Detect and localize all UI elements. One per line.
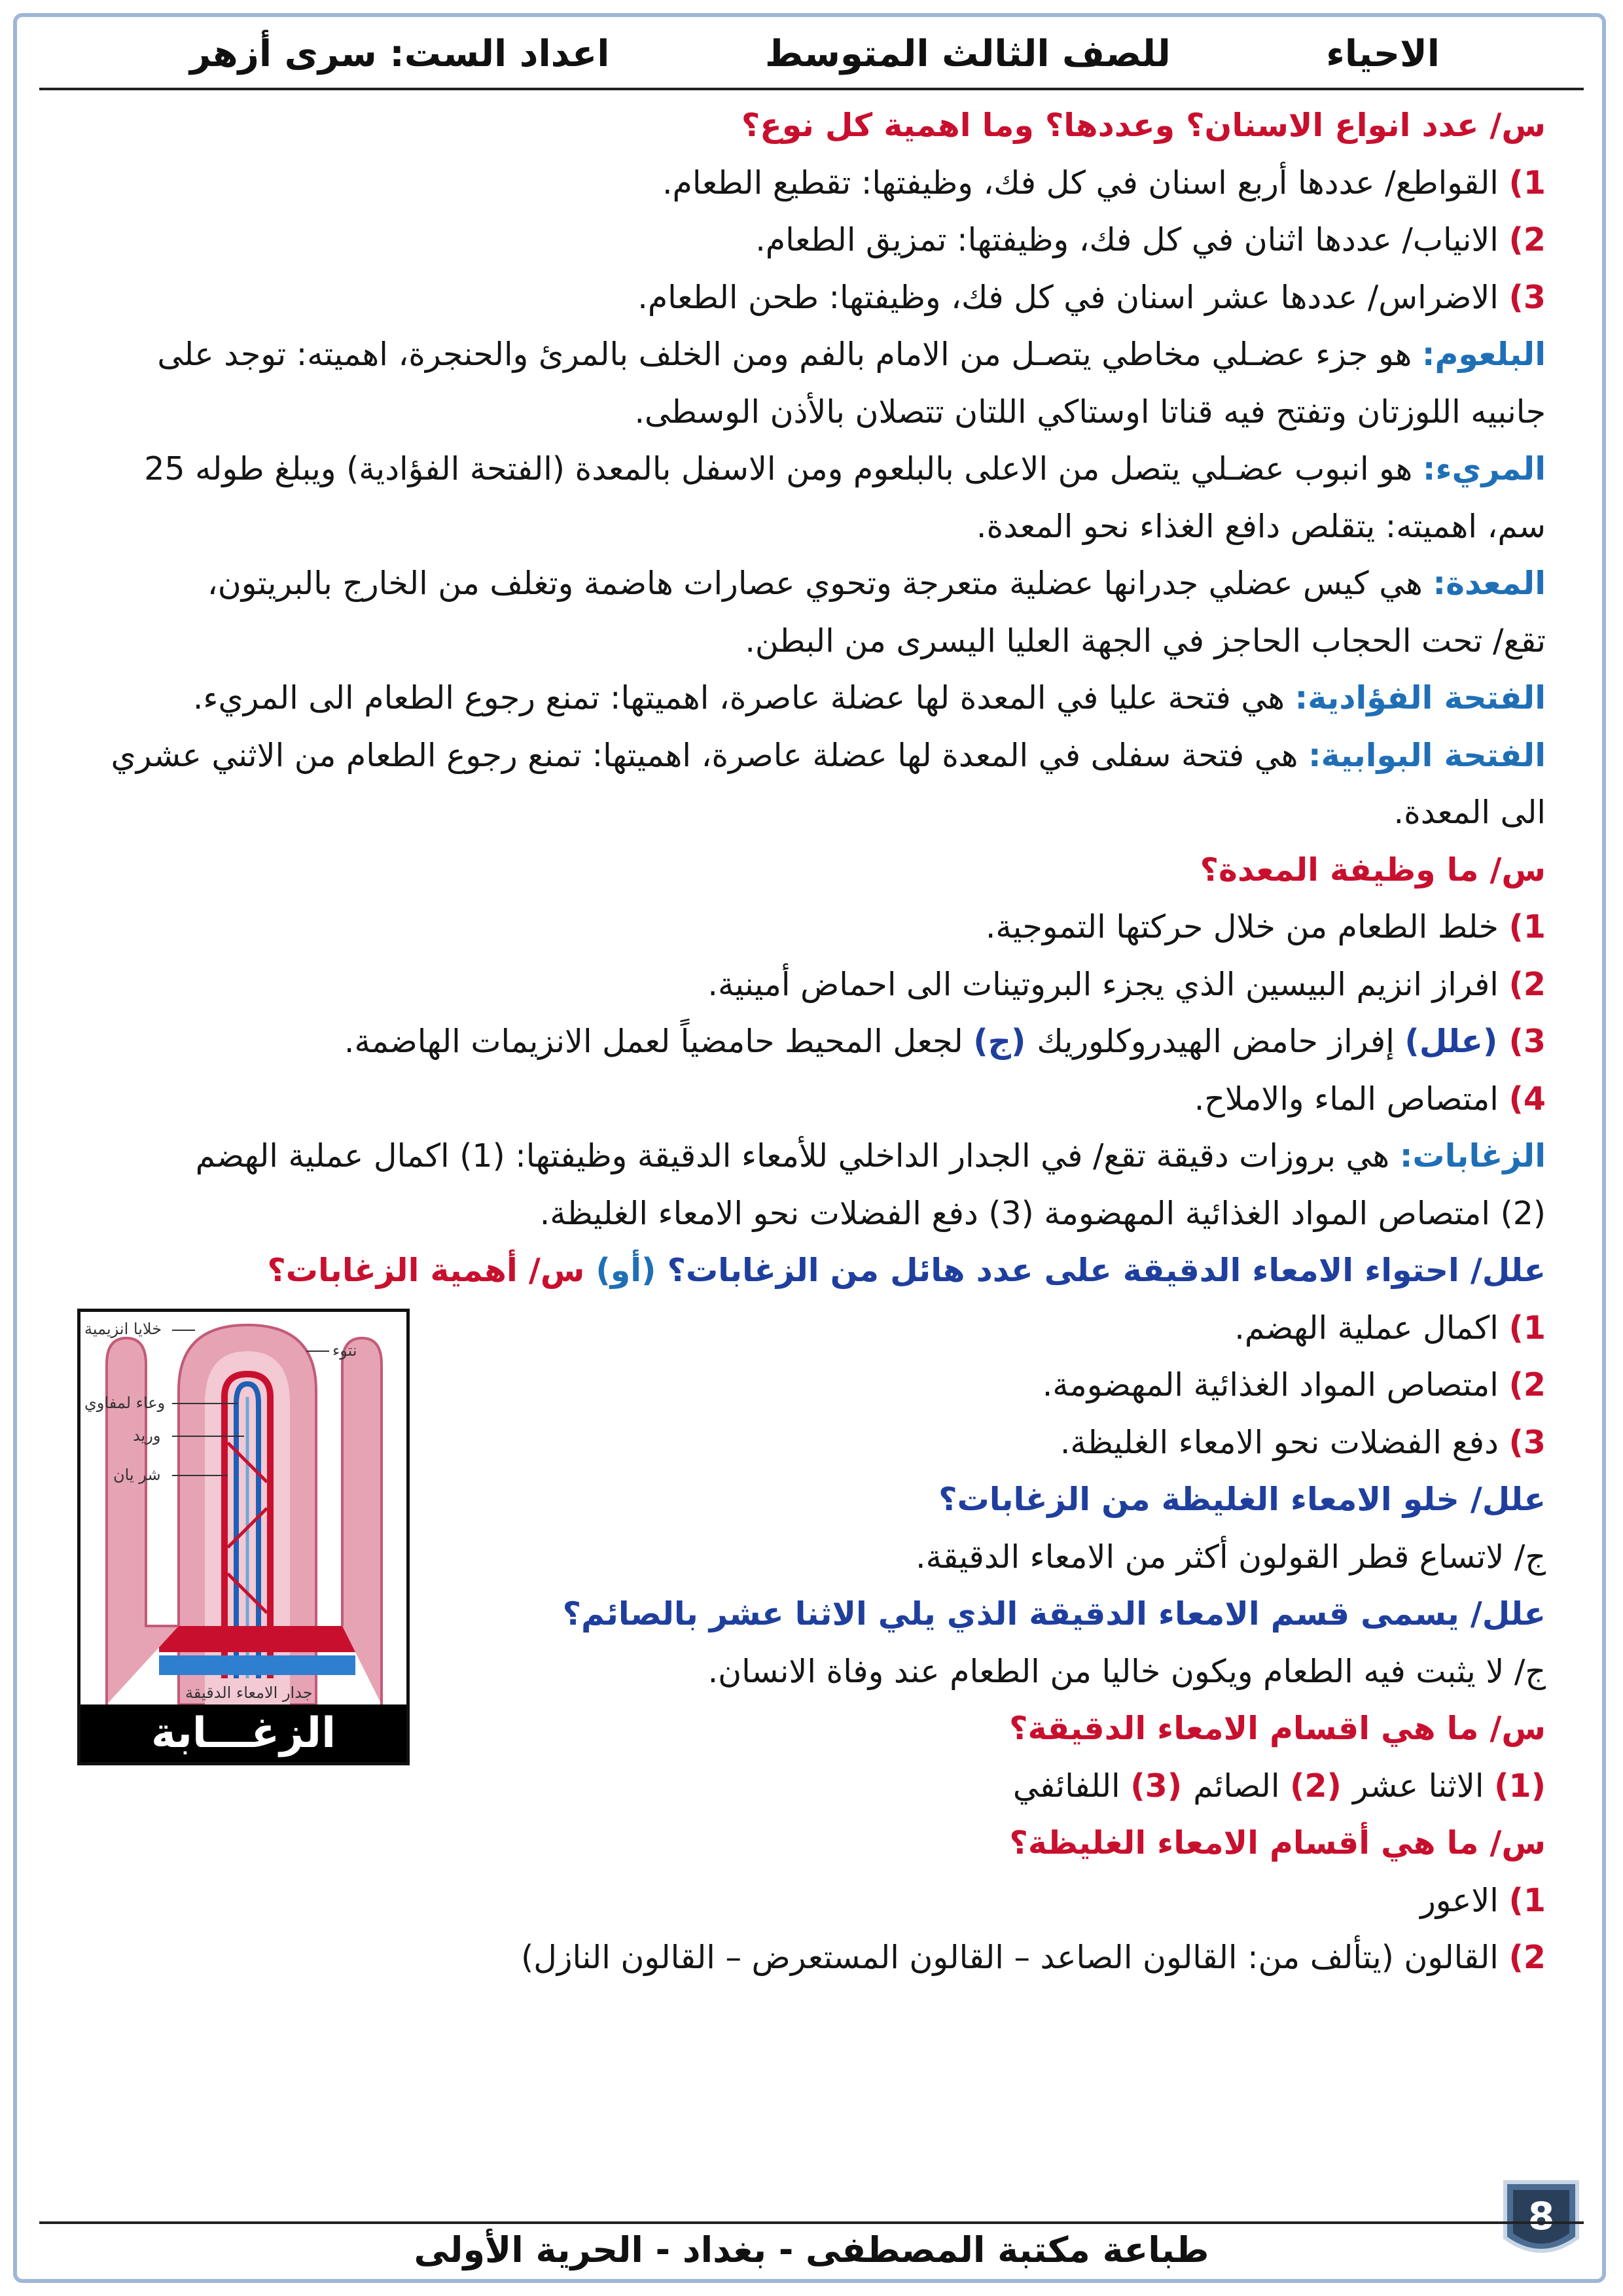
text-line: 4) امتصاص الماء والاملاح. [1194, 1080, 1546, 1118]
text-line: 1) القواطع/ عددها أربع اسنان في كل فك، وظيفتها: تقطيع الطعام. [662, 164, 1546, 202]
text-line: المريء: هو انبوب عضـلي يتصل من الاعلى بالبلعوم ومن الاسفل بالمعدة (الفتحة الفؤادية) ويبلغ طوله 25 [144, 450, 1546, 487]
header-author: اعداد الست: سرى أزهر [190, 32, 610, 75]
text-line: علل/ يسمى قسم الامعاء الدقيقة الذي يلي الاثنا عشر بالصائم؟ [562, 1595, 1546, 1633]
text-line: سم، اهميته: يتقلص دافع الغذاء نحو المعدة. [976, 507, 1546, 545]
label-goblet-cells: خلايا انزيمية [84, 1320, 162, 1338]
text-line: س/ ما هي أقسام الامعاء الغليظة؟ [1009, 1824, 1546, 1862]
text-line: البلعوم: هو جزء عضـلي مخاطي يتصـل من الامام بالفم ومن الخلف بالمرئ والحنجرة، اهميته: توجد على [157, 336, 1546, 373]
text-line: علل/ احتواء الامعاء الدقيقة على عدد هائل من الزغابات؟ (أو) س/ أهمية الزغابات؟ [267, 1252, 1546, 1289]
villus-figure [77, 1309, 410, 1765]
page-footer [39, 2221, 1584, 2276]
text-line: (2) امتصاص المواد الغذائية المهضومة (3) دفع الفضلات نحو الامعاء الغليظة. [539, 1194, 1546, 1232]
text-line: الزغابات: هي بروزات دقيقة تقع/ في الجدار الداخلي للأمعاء الدقيقة وظيفتها: (1) اكمال عملية الهضم [195, 1137, 1546, 1174]
label-vein: وريد [133, 1426, 161, 1445]
text-line: س/ عدد انواع الاسنان؟ وعددها؟ وما اهمية كل نوع؟ [741, 107, 1546, 144]
text-line: الفتحة البوابية: هي فتحة سفلى في المعدة لها عضلة عاصرة، اهميتها: تمنع رجوع الطعام من الاثني عشري [111, 736, 1546, 774]
text-line: 3) الاضراس/ عددها عشر اسنان في كل فك، وظيفتها: طحن الطعام. [637, 278, 1546, 316]
text-line: علل/ خلو الامعاء الغليظة من الزغابات؟ [938, 1481, 1546, 1518]
text-line: 3) دفع الفضلات نحو الامعاء الغليظة. [1060, 1423, 1546, 1461]
text-line: 2) امتصاص المواد الغذائية المهضومة. [1042, 1366, 1546, 1404]
text-line: الى المعدة. [1393, 794, 1546, 831]
figure-caption: الزغـــابة [80, 1704, 406, 1762]
label-artery: شر يان [113, 1466, 161, 1484]
text-line: ج/ لا يثبت فيه الطعام ويكون خاليا من الطعام عند وفاة الانسان. [707, 1652, 1546, 1690]
footer-text: طباعة مكتبة المصطفى - بغداد - الحرية الأولى [414, 2229, 1209, 2270]
text-line: الفتحة الفؤادية: هي فتحة عليا في المعدة لها عضلة عاصرة، اهميتها: تمنع رجوع الطعام الى المريء. [192, 679, 1546, 716]
text-line: (1) الاثنا عشر (2) الصائم (3) اللفائفي [1012, 1767, 1546, 1805]
page-header [39, 20, 1584, 90]
text-line: 2) القالون (يتألف من: القالون الصاعد – القالون المستعرض – القالون النازل) [521, 1939, 1546, 1976]
text-line: س/ ما وظيفة المعدة؟ [1200, 851, 1546, 889]
text-line: تقع/ تحت الحجاب الحاجز في الجهة العليا اليسرى من البطن. [745, 622, 1546, 660]
text-line: 1) اكمال عملية الهضم. [1234, 1309, 1546, 1347]
label-bump: نتوء [332, 1341, 357, 1360]
text-line: المعدة: هي كيس عضلي جدرانها عضلية متعرجة وتحوي عصارات هاضمة وتغلف من الخارج بالبريتون، [207, 565, 1546, 602]
header-subject: الاحياء [1326, 32, 1440, 75]
villus-illustration [80, 1312, 406, 1704]
text-line: ج/ لاتساع قطر القولون أكثر من الامعاء الدقيقة. [916, 1538, 1546, 1576]
header-grade: للصف الثالث المتوسط [764, 32, 1171, 75]
text-line: جانبيه اللوزتان وتفتح فيه قناتا اوستاكي اللتان تتصلان بالأذن الوسطى. [634, 393, 1546, 431]
label-intestine-wall: جدار الامعاء الدقيقة [185, 1684, 313, 1702]
text-line: 2) الانياب/ عددها اثنان في كل فك، وظيفتها: تمزيق الطعام. [755, 221, 1546, 258]
text-line: 1) الاعور [1420, 1881, 1546, 1919]
text-line: 3) (علل) إفراز حامض الهيدروكلوريك (ج) لجعل المحيط حامضياً لعمل الانزيمات الهاضمة. [344, 1023, 1546, 1060]
text-line: س/ ما هي اقسام الامعاء الدقيقة؟ [1009, 1710, 1546, 1747]
page-number: 8 [1527, 2194, 1555, 2238]
label-lymph-vessel: وعاء لمفاوي [84, 1394, 166, 1412]
text-line: 1) خلط الطعام من خلال حركتها التموجية. [985, 908, 1546, 945]
text-line: 2) افراز انزيم البيسين الذي يجزء البروتينات الى احماض أمينية. [707, 965, 1546, 1003]
